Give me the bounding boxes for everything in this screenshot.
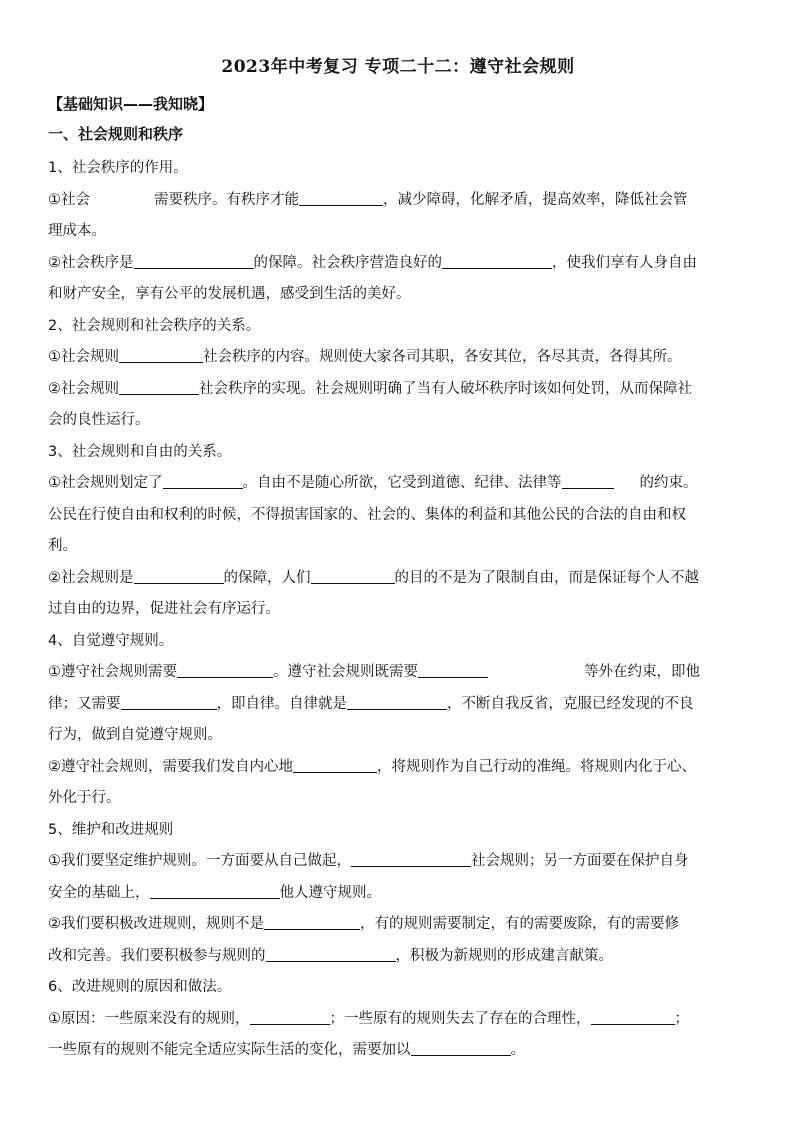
text: 社会规则；另一方面要在保护自身 — [471, 853, 689, 869]
text: ；一些原有的规则失去了存在的合理性， — [329, 1010, 591, 1027]
paragraph — [48, 374, 748, 406]
text: ，积极为新规则的形成建言献策。 — [395, 947, 613, 964]
paragraph-continued: 行为，做到自觉遵守规则。 — [48, 727, 222, 743]
question-heading: 1、社会秩序的作用。 — [48, 160, 188, 176]
text: 社会秩序的内容。规则使大家各司其职，各安其位，各尽其责，各得其所。 — [203, 349, 682, 365]
paragraph-continued: 利。 — [48, 538, 77, 554]
fill-blank[interactable] — [266, 943, 396, 962]
page-title: 2023年中考复习 专项二十二：遵守社会规则 — [221, 57, 575, 77]
text: ，即自律。自律就是 — [216, 695, 347, 712]
fill-blank[interactable] — [442, 250, 552, 269]
text: 社会秩序的实现。社会规则明确了当有人破坏秩序时该如何处罚，从而保障社 — [199, 380, 692, 397]
question-heading: 5、维护和改进规则 — [48, 821, 174, 838]
text: 的约束。 — [639, 475, 698, 491]
paragraph-continued: 会的良性运行。 — [48, 412, 150, 428]
paragraph — [48, 752, 748, 784]
basics-header: 【基础知识——我知晓】 — [48, 95, 214, 113]
text: ； — [674, 1010, 689, 1027]
question-heading: 4、自觉遵守规则。 — [48, 632, 174, 649]
text: ，减少障碍，化解矛盾，提高效率，降低社会管 — [383, 191, 688, 208]
fill-blank[interactable] — [411, 1037, 511, 1056]
paragraph — [48, 941, 748, 973]
paragraph — [48, 563, 748, 595]
text: ①社会 — [48, 191, 90, 208]
fill-blank[interactable] — [134, 565, 224, 584]
fill-blank[interactable] — [250, 1006, 330, 1025]
paragraph-continued: 过自由的边界，促进社会有序运行。 — [48, 601, 280, 617]
paragraph — [48, 1004, 748, 1036]
paragraph — [48, 689, 748, 721]
question-heading: 3、社会规则和自由的关系。 — [48, 443, 232, 460]
fill-blank[interactable] — [591, 1006, 675, 1025]
text: 他人遵守规则。 — [279, 884, 381, 901]
fill-blank[interactable] — [121, 691, 217, 710]
fill-blank[interactable] — [311, 565, 395, 584]
paragraph — [48, 185, 748, 217]
paragraph-continued: 理成本。 — [48, 223, 106, 239]
paragraph-continued: 外化于行。 — [48, 790, 121, 806]
paragraph-continued: 公民在行使自由和权利的时候，不得损害国家的、社会的、集体的利益和其他公民的合法的自由和权 — [48, 506, 686, 523]
paragraph — [48, 909, 748, 941]
text: 改和完善。我们要积极参与规则的 — [48, 947, 266, 964]
text: ②我们要积极改进规则，规则不是 — [48, 916, 264, 932]
text: 律；又需要 — [48, 695, 121, 712]
worksheet-page — [48, 52, 748, 1067]
fill-blank[interactable] — [150, 880, 280, 899]
paragraph — [48, 878, 748, 910]
paragraph — [48, 342, 748, 374]
text: ①遵守社会规则需要 — [48, 664, 177, 680]
text: 的目的不是为了限制自由，而是保证每个人不越 — [394, 569, 699, 586]
fill-blank[interactable] — [351, 848, 471, 867]
text: 。 — [510, 1042, 525, 1058]
text: 等外在约束，即他 — [584, 664, 700, 680]
fill-blank[interactable] — [293, 754, 377, 773]
text: 。自由不是随心所欲，它受到道德、纪律、法律等 — [242, 475, 562, 491]
text: ②遵守社会规则，需要我们发自内心地 — [48, 758, 293, 775]
paragraph-continued: 和财产安全，享有公平的发展机遇，感受到生活的美好。 — [48, 286, 411, 302]
fill-blank[interactable] — [134, 250, 254, 269]
fill-blank[interactable] — [347, 691, 447, 710]
text: 的保障。社会秩序营造良好的 — [253, 254, 442, 271]
text: ，使我们享有人身自由 — [552, 254, 697, 271]
text: ，不断自我反省，克服已经发现的不良 — [447, 695, 694, 712]
text: 的保障，人们 — [223, 569, 311, 586]
fill-blank[interactable] — [119, 376, 199, 395]
fill-blank[interactable] — [119, 344, 203, 363]
text: ①社会规则划定了 — [48, 475, 163, 491]
text: 安全的基础上， — [48, 884, 150, 901]
text: 一些原有的规则不能完全适应实际生活的变化，需要加以 — [48, 1042, 411, 1058]
text: ②社会规则是 — [48, 569, 134, 586]
section-heading: 一、社会规则和秩序 — [48, 125, 184, 143]
fill-blank[interactable] — [562, 470, 614, 489]
paragraph — [48, 657, 748, 689]
paragraph — [48, 468, 748, 500]
text: ①原因：一些原来没有的规则， — [48, 1010, 250, 1027]
text: ，有的规则需要制定，有的需要废除，有的需要修 — [360, 916, 679, 932]
question-heading: 2、社会规则和社会秩序的关系。 — [48, 317, 261, 334]
paragraph — [48, 1035, 748, 1067]
paragraph — [48, 846, 748, 878]
text: 需要秩序。有秩序才能 — [154, 191, 299, 208]
text: ②社会秩序是 — [48, 254, 134, 271]
text: ，将规则作为自己行动的准绳。将规则内化于心、 — [377, 758, 696, 775]
fill-blank[interactable] — [418, 659, 488, 678]
text: ①我们要坚定维护规则。一方面要从自己做起， — [48, 853, 351, 869]
fill-blank[interactable] — [299, 187, 383, 206]
paragraph — [48, 248, 748, 280]
fill-blank[interactable] — [177, 659, 273, 678]
fill-blank[interactable] — [163, 470, 243, 489]
text: ①社会规则 — [48, 349, 119, 365]
fill-blank[interactable] — [264, 911, 360, 930]
question-heading: 6、改进规则的原因和做法。 — [48, 979, 232, 995]
text: 。遵守社会规则既需要 — [273, 664, 418, 680]
text: ②社会规则 — [48, 380, 119, 397]
